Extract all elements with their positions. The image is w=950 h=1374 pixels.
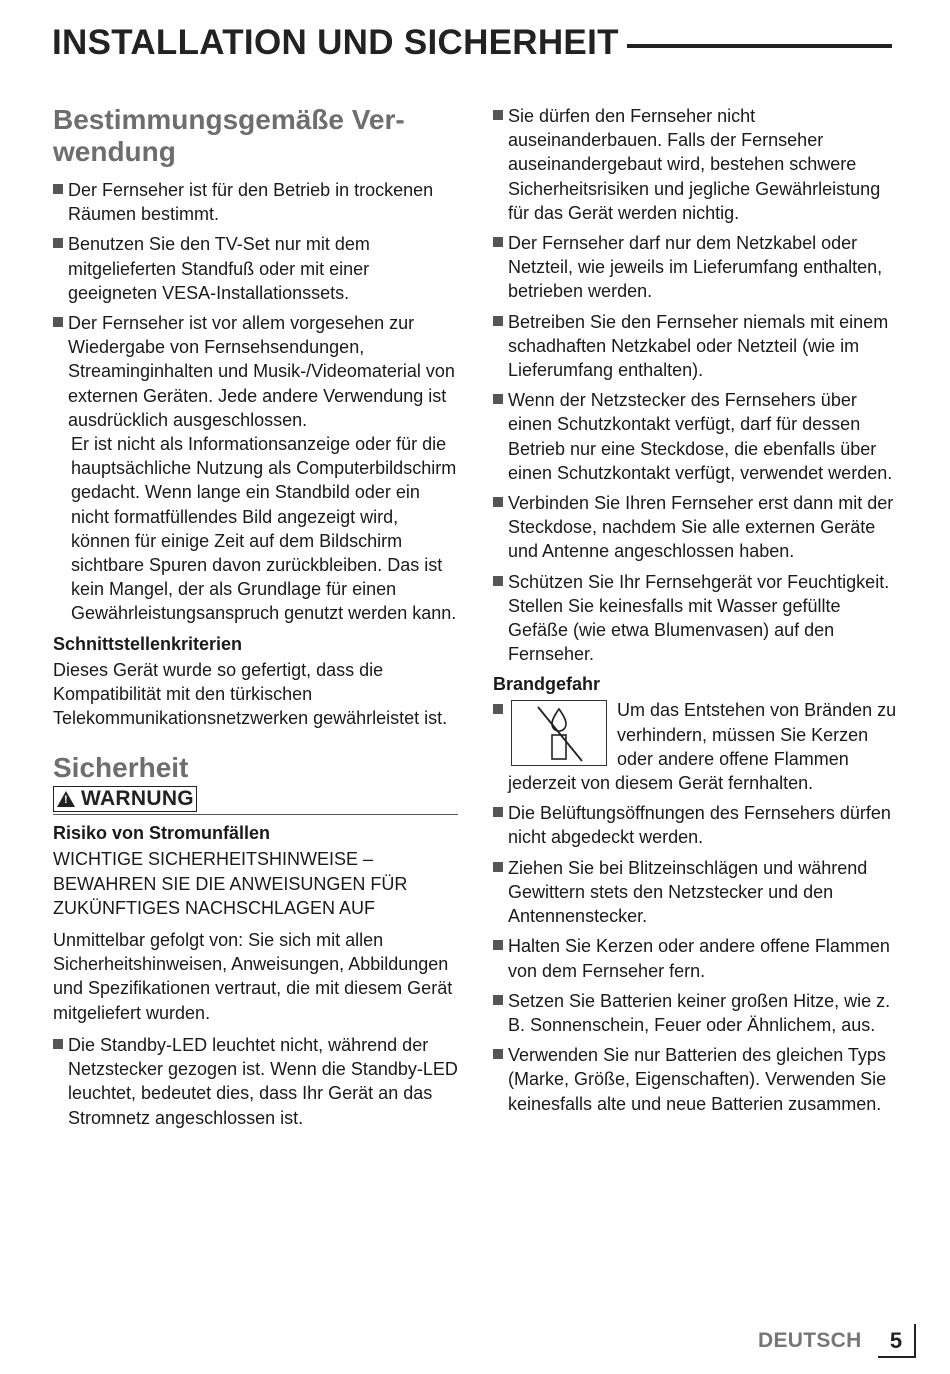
square-bullet-icon <box>493 862 503 872</box>
square-bullet-icon <box>53 184 63 194</box>
list-item: Verwenden Sie nur Batterien des gleichen Typs (Marke, Größe, Eigenschaften). Verwenden Sie keinesfalls alte und neue Batterien zusammen. <box>493 1043 903 1116</box>
list-item: Die Belüftungsöffnungen des Fernsehers dürfen nicht abgedeckt werden. <box>493 801 903 849</box>
list-item: Betreiben Sie den Fernseher niemals mit einem schadhaften Netzkabel oder Netzteil (wie im Lieferumfang enthalten). <box>493 310 903 383</box>
square-bullet-icon <box>493 704 503 714</box>
list-item: Ziehen Sie bei Blitzeinschlägen und während Gewittern stets den Netzstecker und den Antennenstecker. <box>493 856 903 929</box>
risk-heading: Risiko von Stromunfällen <box>53 823 271 844</box>
square-bullet-icon <box>493 497 503 507</box>
square-bullet-icon <box>53 317 63 327</box>
page-title: INSTALLATION UND SICHERHEIT <box>52 23 619 62</box>
square-bullet-icon <box>53 1039 63 1049</box>
left-column <box>53 104 458 1136</box>
right-column <box>493 104 903 1122</box>
list-item: Wenn der Netzstecker des Fernsehers über einen Schutzkontakt verfügt, darf für dessen Betrieb nur eine Steckdose, die ebenfalls über einen Schutzkontakt verfügt, verwendet werden. <box>493 388 903 485</box>
fire-heading: Brandgefahr <box>493 674 601 695</box>
list-item: Setzen Sie Batterien keiner großen Hitze, wie z. B. Sonnenschein, Feuer oder Ähnlichem, aus. <box>493 989 903 1037</box>
interface-text: Dieses Gerät wurde so gefertigt, dass die Kompatibilität mit den türkischen Telekommunikationsnetzwerken gewährleistet ist. <box>53 659 448 729</box>
followed-text: Unmittelbar gefolgt von: Sie sich mit allen Sicherheitshinweisen, Anweisungen, Abbildungen und Spezifikationen vertraut, die mit diesem Gerät mitgeliefert wurden. <box>53 930 453 1023</box>
no-candle-icon <box>511 700 607 766</box>
page-number: 5 <box>878 1324 916 1358</box>
warning-badge: ! WARNUNG <box>53 786 197 812</box>
list-item: Der Fernseher ist für den Betrieb in trockenen Räumen bestimmt. <box>53 178 458 226</box>
square-bullet-icon <box>493 576 503 586</box>
warning-triangle-icon: ! <box>57 791 75 807</box>
footer-language: DEUTSCH <box>758 1329 862 1352</box>
list-item: Um das Entstehen von Bränden zu verhindern, müssen Sie Kerzen oder andere offene Flammen jederzeit von diesem Gerät fernhalten. <box>493 698 903 795</box>
square-bullet-icon <box>493 807 503 817</box>
square-bullet-icon <box>493 995 503 1005</box>
list-item: Der Fernseher darf nur dem Netzkabel oder Netzteil, wie jeweils im Lieferumfang enthalten, betrieben werden. <box>493 231 903 304</box>
square-bullet-icon <box>493 940 503 950</box>
list-item: Benutzen Sie den TV-Set nur mit dem mitgelieferten Standfuß oder mit einer geeigneten VESA-Installationssets. <box>53 232 458 305</box>
list-item: Verbinden Sie Ihren Fernseher erst dann mit der Steckdose, nachdem Sie alle externen Geräte und Antenne angeschlossen haben. <box>493 491 903 564</box>
header-rule <box>627 44 892 48</box>
list-item: Halten Sie Kerzen oder andere offene Flammen von dem Fernseher fern. <box>493 934 903 982</box>
square-bullet-icon <box>493 316 503 326</box>
page-header <box>52 18 892 68</box>
list-item: Der Fernseher ist vor allem vorgesehen zur Wiedergabe von Fernsehsendungen, Streaminginhalten und Musik-/Videomaterial von externen Geräten. Jede andere Verwendung ist ausdrücklich ausgeschlossen. Er ist nicht als Informationsanzeige oder für die hauptsächliche Nutzung als Computerbildschirm gedacht. Wenn lange ein Standbild oder ein nicht formatfüllendes Bild angezeigt wird, können für einige Zeit auf dem Bildschirm sichtbare Spuren davon zurückbleiben. Das ist kein Mangel, der als Grundlage für einen Gewährleistungsanspruch genutzt werden kann. <box>53 311 458 626</box>
list-item: Schützen Sie Ihr Fernsehgerät vor Feuchtigkeit. Stellen Sie keinesfalls mit Wasser gefüllte Gefäße (wie etwa Blumenvasen) auf den Fernseher. <box>493 570 903 667</box>
square-bullet-icon <box>493 394 503 404</box>
square-bullet-icon <box>493 237 503 247</box>
interface-heading: Schnittstellenkriterien <box>53 633 243 654</box>
section-title-intended-use: Bestimmungsgemäße Ver- wendung <box>53 104 405 167</box>
list-item: Die Standby-LED leuchtet nicht, während der Netzstecker gezogen ist. Wenn die Standby-LED leuchtet, bedeutet dies, dass Ihr Gerät an das Stromnetz angeschlossen ist. <box>53 1033 458 1130</box>
important-notice: WICHTIGE SICHERHEITSHINWEISE – BEWAHREN SIE DIE ANWEISUNGEN FÜR ZUKÜNFTIGES NACHSCHLAGEN AUF <box>53 849 408 918</box>
square-bullet-icon <box>493 110 503 120</box>
section-title-safety: Sicherheit <box>53 752 189 784</box>
square-bullet-icon <box>53 238 63 248</box>
list-item: Sie dürfen den Fernseher nicht auseinanderbauen. Falls der Fernseher auseinandergebaut wird, bestehen schwere Sicherheitsrisiken und jegliche Gewährleistung für das Gerät werden nichtig. <box>493 104 903 225</box>
square-bullet-icon <box>493 1049 503 1059</box>
warning-row <box>53 786 458 815</box>
